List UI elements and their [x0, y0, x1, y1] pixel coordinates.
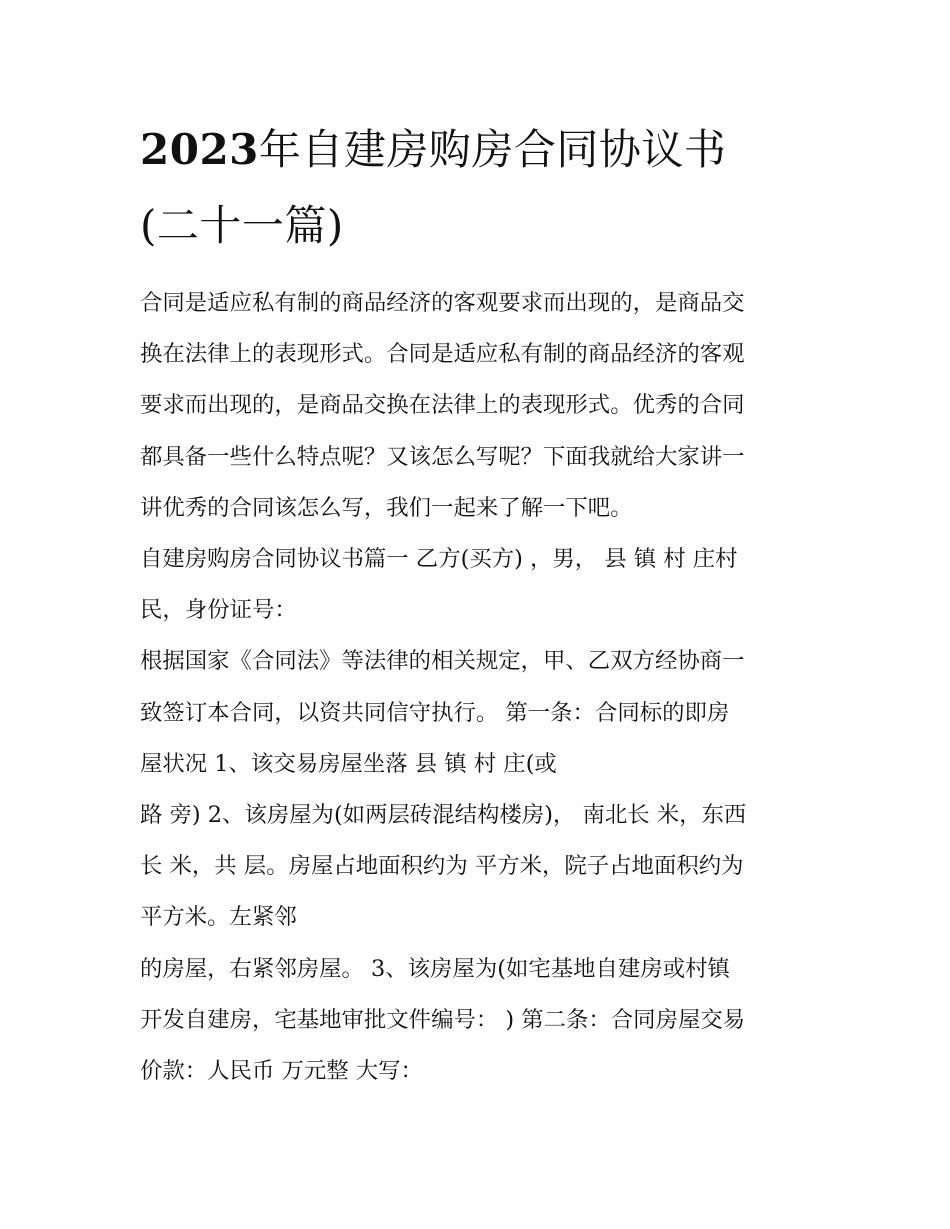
title-year: 2023	[140, 125, 259, 174]
title-text: 年自建房购房合同协议书	[258, 125, 727, 174]
text-line: 根据国家《合同法》等法律的相关规定，甲、乙双方经协商一	[140, 648, 745, 675]
document-title	[140, 112, 820, 264]
text-line: 自建房购房合同协议书篇一 乙方(买方) ，男， 县 镇 村 庄村	[140, 546, 738, 573]
text-line: 民，身份证号：	[140, 597, 297, 624]
document-body	[140, 278, 812, 1097]
intro-paragraph	[140, 278, 812, 534]
text-line: 价款：人民币 万元整 大写：	[140, 1058, 423, 1085]
title-line-2: (二十一篇)	[140, 201, 344, 250]
text-line: 的房屋，右紧邻房屋。 3、该房屋为(如宅基地自建房或村镇	[140, 955, 730, 982]
text-line: 都具备一些什么特点呢？又该怎么写呢？下面我就给大家讲一	[140, 443, 745, 470]
text-line: 换在法律上的表现形式。合同是适应私有制的商品经济的客观	[140, 341, 745, 368]
text-line: 讲优秀的合同该怎么写，我们一起来了解一下吧。	[140, 494, 633, 521]
text-line: 屋状况 1、该交易房屋坐落 县 镇 村 庄(或	[140, 750, 557, 777]
text-line: 合同是适应私有制的商品经济的客观要求而出现的，是商品交	[140, 290, 745, 316]
text-line: 长 米，共 层。房屋占地面积约为 平方米，院子占地面积约为	[140, 853, 744, 880]
house-type-paragraph	[140, 944, 812, 1098]
house-description-paragraph	[140, 790, 812, 944]
text-line: 开发自建房，宅基地审批文件编号： ) 第二条：合同房屋交易	[140, 1006, 746, 1033]
buyer-info-paragraph	[140, 534, 812, 636]
legal-basis-paragraph	[140, 636, 812, 790]
text-line: 平方米。左紧邻	[140, 904, 297, 931]
text-line: 致签订本合同，以资共同信守执行。 第一条：合同标的即房	[140, 699, 730, 726]
text-line: 要求而出现的，是商品交换在法律上的表现形式。优秀的合同	[140, 392, 745, 419]
title-line-1	[140, 112, 820, 188]
text-line: 路 旁) 2、该房屋为(如两层砖混结构楼房)， 南北长 米，东西	[140, 802, 747, 829]
